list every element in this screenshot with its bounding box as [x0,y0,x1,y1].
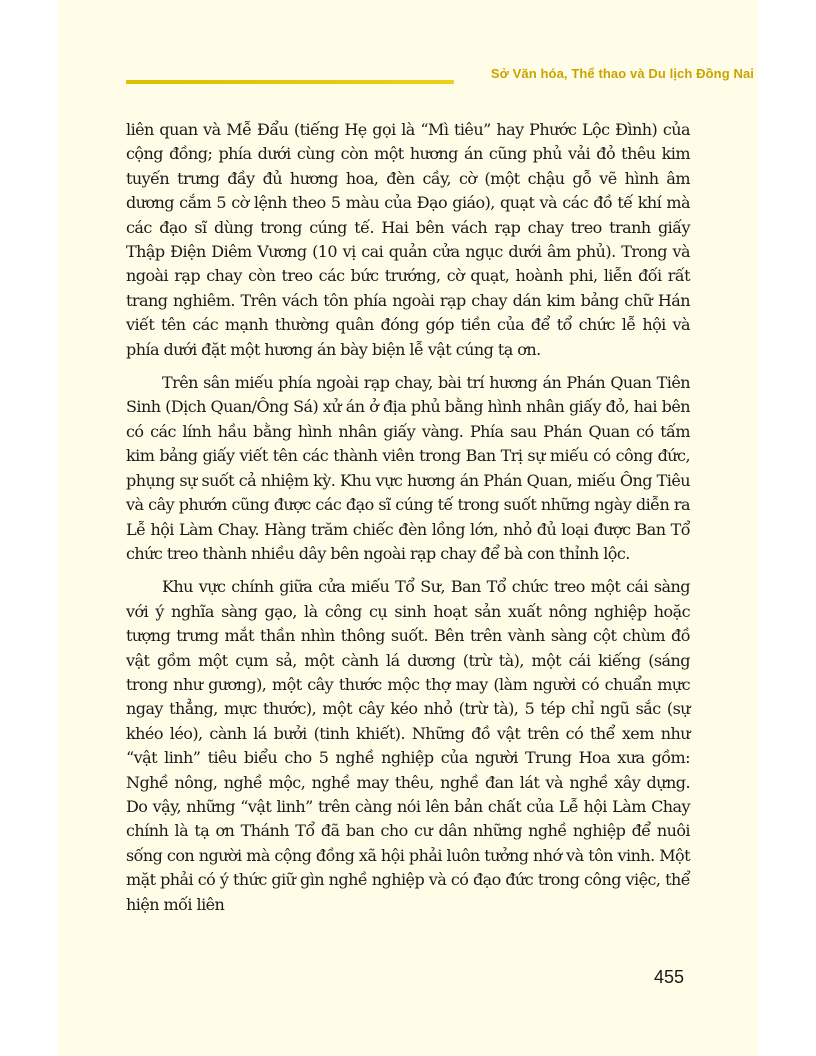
paragraph: Khu vực chính giữa cửa miếu Tổ Sư, Ban Tổ chức treo một cái sàng với ý nghĩa sàng gạo, là công cụ sinh hoạt sản xuất nông nghiệp hoặc tượng trưng mắt thần nhìn thông suốt. Bên trên vành sàng cột chùm đồ vật gồm một cụm sả, một cành lá dương (trừ tà), một cái kiếng (sáng trong như gương), một cây thước mộc thợ may (làm người có chuẩn mực ngay thẳng, mực thước), một cây kéo nhỏ (trừ tà), 5 tép chỉ ngũ sắc (sự khéo léo), cành lá bưởi (tinh khiết). Những đồ vật trên có thể xem như “vật linh” tiêu biểu cho 5 nghề nghiệp của người Trung Hoa xưa gồm: Nghề nông, nghề mộc, nghề may thêu, nghề đan lát và nghề xây dựng. Do vậy, những “vật linh” trên càng nói lên bản chất của Lễ hội Làm Chay chính là tạ ơn Thánh Tổ đã ban cho cư dân những nghề nghiệp để nuôi sống con người mà cộng đồng xã hội phải luôn tưởng nhớ và tôn vinh. Một mặt phải có ý thức giữ gìn nghề nghiệp và có đạo đức trong công việc, thể hiện mối liên [126,577,690,914]
running-header: Sở Văn hóa, Thể thao và Du lịch Đồng Nai [490,66,754,81]
header-rule [126,80,454,84]
paragraph: liên quan và Mễ Đẩu (tiếng Hẹ gọi là “Mì tiêu” hay Phước Lộc Đình) của cộng đồng; phía dưới cùng còn một hương án cũng phủ vải đỏ thêu kim tuyến trưng đầy đủ hương hoa, đèn cầy, cờ (một chậu gỗ vẽ hình âm dương cắm 5 cờ lệnh theo 5 màu của Đạo giáo), quạt và các đồ tế khí mà các đạo sĩ dùng trong cúng tế. Hai bên vách rạp chay treo tranh giấy Thập Điện Diêm Vương (10 vị cai quản cửa ngục dưới âm phủ). Trong và ngoài rạp chay còn treo các bức trướng, cờ quạt, hoành phi, liễn đối rất trang nghiêm. Trên vách tôn phía ngoài rạp chay dán kim bảng chữ Hán viết tên các mạnh thường quân đóng góp tiền của để tổ chức lễ hội và phía dưới đặt một hương án bày biện lễ vật cúng tạ ơn. [126,120,690,359]
paragraph: Trên sân miếu phía ngoài rạp chay, bài trí hương án Phán Quan Tiên Sinh (Dịch Quan/Ông Sá) xử án ở địa phủ bằng hình nhân giấy đỏ, hai bên có các lính hầu bằng hình nhân giấy vàng. Phía sau Phán Quan có tấm kim bảng giấy viết tên các thành viên trong Ban Trị sự miếu có công đức, phụng sự suốt cả nhiệm kỳ. Khu vực hương án Phán Quan, miếu Ông Tiêu và cây phướn cũng được các đạo sĩ cúng tế trong suốt những ngày diễn ra Lễ hội Làm Chay. Hàng trăm chiếc đèn lồng lớn, nhỏ đủ loại được Ban Tổ chức treo thành nhiều dây bên ngoài rạp chay để bà con thỉnh lộc. [126,373,690,563]
body-text [126,118,690,926]
page-number: 455 [654,967,685,987]
